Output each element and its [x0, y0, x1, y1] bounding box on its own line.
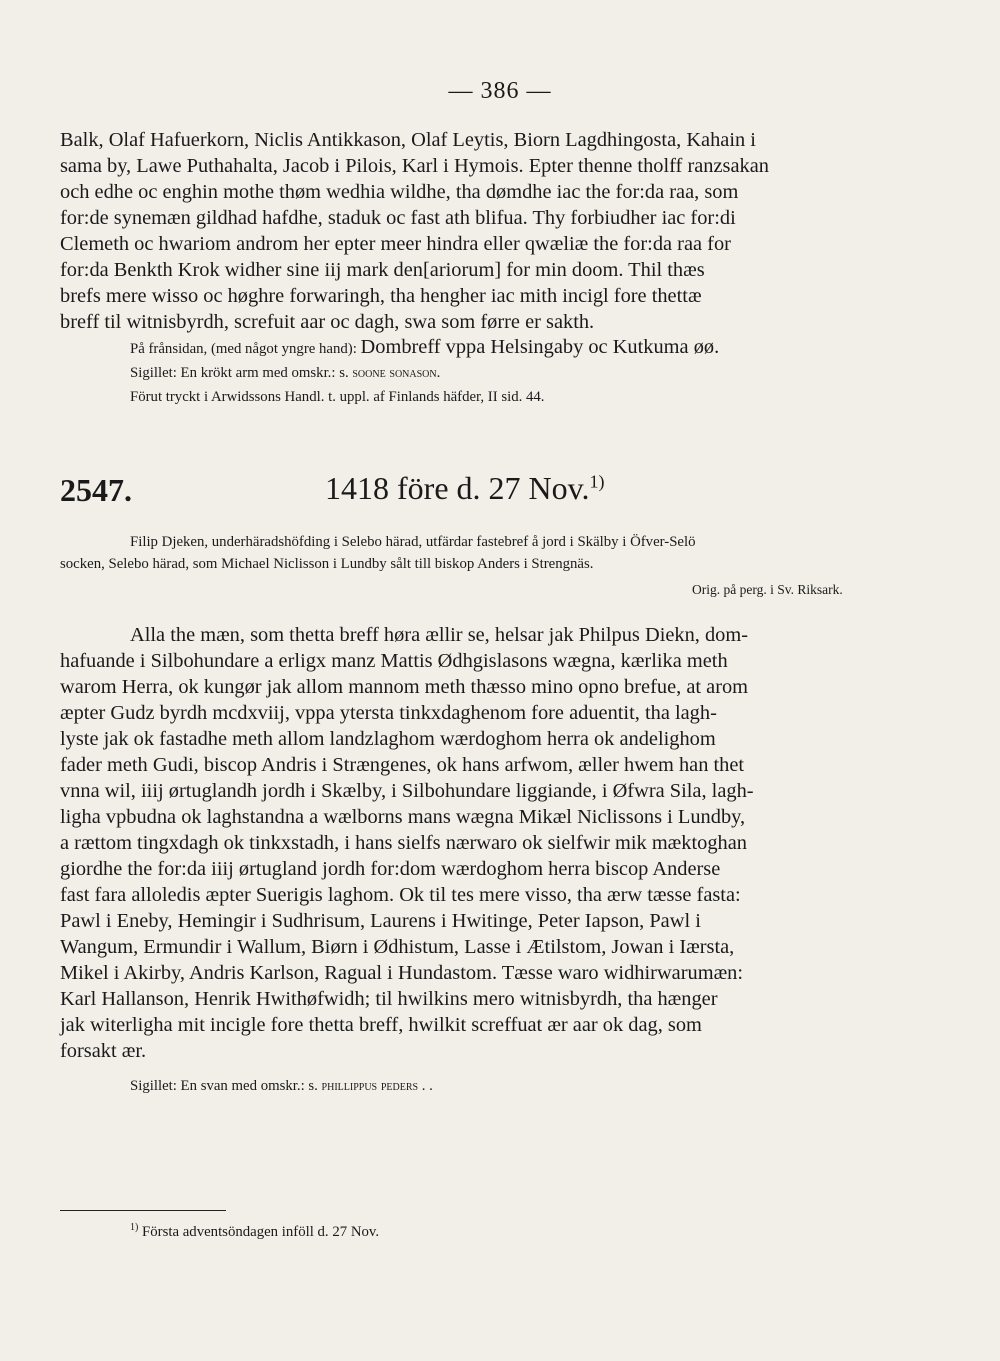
footnote-text: Första adventsöndagen inföll d. 27 Nov. [142, 1223, 380, 1240]
seal-name: soone sonason. [352, 365, 441, 381]
source-note: Orig. på perg. i Sv. Riksark. [692, 582, 843, 597]
summary-line: Filip Djeken, underhäradshöfding i Selebo härad, utfärdar fastebref å jord i Skälby i Öfver-Selö [130, 534, 696, 550]
text-line: fast fara alloledis æpter Suerigis laghom. Ok til tes mere visso, tha ærw tæsse fasta: [60, 884, 741, 906]
text-line: giordhe the for:da iiij ørtugland jordh for:dom wærdoghom herra biscop Anderse [60, 858, 721, 880]
text-line: forsakt ær. [60, 1040, 147, 1062]
back-note-text: Dombreff vppa Helsingaby oc Kutkuma øø. [360, 336, 720, 358]
text-line: jak witerligha mit incigle fore thetta breff, hwilkit screffuat ær aar ok dag, som [60, 1014, 702, 1036]
footnote-mark: 1) [130, 1222, 139, 1233]
footnote-ref[interactable]: 1) [589, 471, 605, 492]
text-line: sama by, Lawe Puthahalta, Jacob i Pilois, Karl i Hymois. Epter thenne tholff ranzsakan [60, 155, 769, 177]
text-line: breff til witnisbyrdh, screfuit aar oc dagh, swa som førre er sakth. [60, 311, 595, 333]
document-date-text: 1418 före d. 27 Nov. [325, 470, 590, 506]
document-date [325, 470, 605, 507]
text-line: fader meth Gudi, biscop Andris i Strængenes, ok hans arfwom, æller hwem han thet [60, 754, 745, 776]
seal-note-2 [130, 1075, 433, 1097]
seal-name: phillippus peders . . [321, 1078, 433, 1094]
summary-line: socken, Selebo härad, som Michael Niclisson i Lundby sålt till biskop Anders i Strengnäs. [60, 556, 594, 572]
text-line: brefs mere wisso oc høghre forwaringh, tha hengher iac mith incigl fore thettæ [60, 285, 702, 307]
footnote-divider [60, 1210, 226, 1211]
back-note [130, 336, 719, 360]
seal-label: Sigillet: En krökt arm med omskr.: s. [130, 365, 349, 381]
text-line: och edhe oc enghin mothe thøm wedhia wildhe, tha dømdhe iac the for:da raa, som [60, 181, 739, 203]
text-line: Mikel i Akirby, Andris Karlson, Ragual i Hundastom. Tæsse waro widhirwarumæn: [60, 962, 744, 984]
text-line: for:de synemæn gildhad hafdhe, staduk oc fast ath blifua. Thy forbiudher iac for:di [60, 207, 736, 229]
seal-label: Sigillet: En svan med omskr.: s. [130, 1078, 318, 1094]
text-line: Balk, Olaf Hafuerkorn, Niclis Antikkason, Olaf Leytis, Biorn Lagdhingosta, Kahain i [60, 129, 756, 151]
text-line: lyste jak ok fastadhe meth allom landzlaghom wærdoghom herra ok andelighom [60, 728, 716, 750]
printed-note: Förut tryckt i Arwidssons Handl. t. uppl. af Finlands häfder, II sid. 44. [130, 389, 545, 405]
seal-note-1 [130, 362, 440, 384]
text-line: Wangum, Ermundir i Wallum, Biørn i Ødhistum, Lasse i Ætilstom, Jowan i Iærsta, [60, 936, 735, 958]
text-line: warom Herra, ok kungør jak allom mannom meth thæsso mino opno brefue, at arom [60, 676, 749, 698]
text-line: Alla the mæn, som thetta breff høra ællir se, helsar jak Philpus Diekn, dom- [130, 624, 749, 646]
text-line: Clemeth oc hwariom androm her epter meer hindra eller qwæliæ the for:da raa for [60, 233, 731, 255]
text-line: for:da Benkth Krok widher sine iij mark den[ariorum] for min doom. Thil thæs [60, 259, 705, 281]
text-line: hafuande i Silbohundare a erligx manz Mattis Ødhgislasons wægna, kærlika meth [60, 650, 728, 672]
text-line: a rættom tingxdagh ok tinkxstadh, i hans sielfs nærwaro ok sielfwir mik mæktoghan [60, 832, 747, 854]
text-line: Pawl i Eneby, Hemingir i Sudhrisum, Laurens i Hwitinge, Peter Iapson, Pawl i [60, 910, 701, 932]
text-line: ligha vpbudna ok laghstandna a wælborns mans wægna Mikæl Niclissons i Lundby, [60, 806, 746, 828]
page-number: — 386 — [448, 78, 552, 104]
text-line: vnna wil, iiij ørtuglandh jordh i Skælby, i Silbohundare liggiande, i Øfwra Sila, lagh- [60, 780, 754, 802]
footnote [130, 1222, 379, 1241]
back-note-label: På frånsidan, (med något yngre hand): [130, 341, 357, 357]
document-number: 2547. [60, 472, 132, 508]
text-line: æpter Gudz byrdh mcdxviij, vppa ytersta tinkxdaghenom fore aduentit, tha lagh- [60, 702, 717, 724]
text-line: Karl Hallanson, Henrik Hwithøfwidh; til hwilkins mero witnisbyrdh, tha hænger [60, 988, 718, 1010]
